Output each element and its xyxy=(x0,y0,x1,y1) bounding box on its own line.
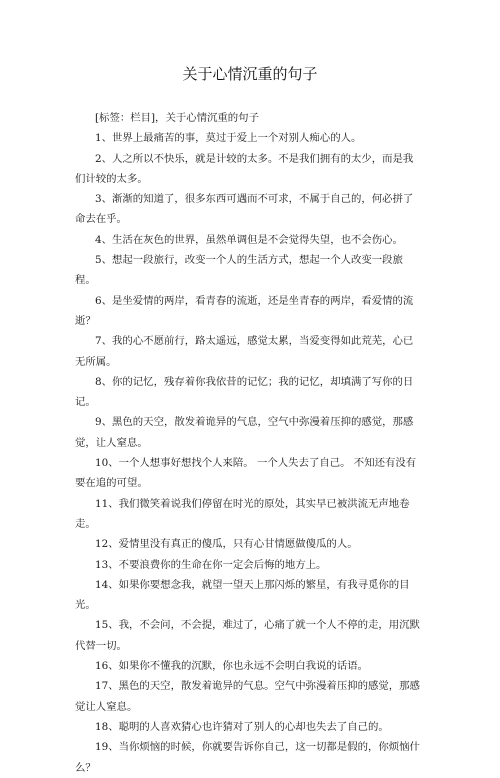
paragraph-18: 18、聪明的人喜欢猜心也许猜对了别人的心却也失去了自己的。 xyxy=(95,720,389,733)
document-body xyxy=(75,108,420,778)
paragraph-17: 17、黑色的天空，散发着诡异的气息。空气中弥漫着压抑的感觉，那感觉让人窒息。 xyxy=(75,680,420,713)
paragraph-11: 11、我们微笑着说我们停留在时光的原处，其实早已被洪流无声地卷走。 xyxy=(75,497,410,530)
paragraph-13: 13、不要浪费你的生命在你一定会后悔的地方上。 xyxy=(95,558,327,571)
paragraph-4: 4、生活在灰色的世界，虽然单调但是不会觉得失望，也不会伤心。 xyxy=(95,233,403,246)
paragraph-16: 16、如果你不懂我的沉默，你也永远不会明白我说的话语。 xyxy=(95,660,368,673)
paragraph-12: 12、爱情里没有真正的傻瓜，只有心甘情愿做傻瓜的人。 xyxy=(95,538,358,551)
document-title: 关于心情沉重的句子 xyxy=(182,65,318,83)
paragraph-5: 5、想起一段旅行，改变一个人的生活方式，想起一个人改变一段旅程。 xyxy=(75,254,403,287)
paragraph-8: 8、你的记忆，残存着你我依昔的记忆；我的记忆，却填满了写你的日记。 xyxy=(75,375,414,409)
paragraph-1: 1、世界上最痛苦的事，莫过于爱上一个对别人痴心的人。 xyxy=(95,132,362,145)
paragraph-3: 3、渐渐的知道了，很多东西可遇而不可求，不属于自己的，何必拼了命去在乎。 xyxy=(75,193,414,226)
paragraph-tags: [标签：栏目]，关于心情沉重的句子 xyxy=(95,112,259,124)
paragraph-2: 2、人之所以不快乐，就是计较的太多。不是我们拥有的太少，而是我们计较的太多。 xyxy=(75,152,414,185)
paragraph-6: 6、是坐爱情的两岸，看青春的流逝，还是坐青春的两岸，看爱情的流逝？ xyxy=(75,294,414,327)
paragraph-14: 14、如果你要想念我，就望一望天上那闪烁的繁星，有我寻觅你的目光。 xyxy=(75,578,410,612)
paragraph-10: 10、一个人想事好想找个人来陪。 一个人失去了自己。 不知还有没有要在追的可望。 xyxy=(75,457,417,490)
paragraph-15: 15、我，不会问，不会提，难过了，心痛了就一个人不停的走，用沉默代替一切。 xyxy=(75,619,420,652)
paragraph-9: 9、黑色的天空，散发着诡异的气息，空气中弥漫着压抑的感觉，那感觉，让人窒息。 xyxy=(75,416,414,449)
paragraph-19: 19、当你烦恼的时候，你就要告诉你自己，这一切都是假的，你烦恼什么？ xyxy=(75,741,420,774)
paragraph-7: 7、我的心不愿前行，路太遥远，感觉太累，当爱变得如此荒芜，心已无所属。 xyxy=(75,335,414,368)
